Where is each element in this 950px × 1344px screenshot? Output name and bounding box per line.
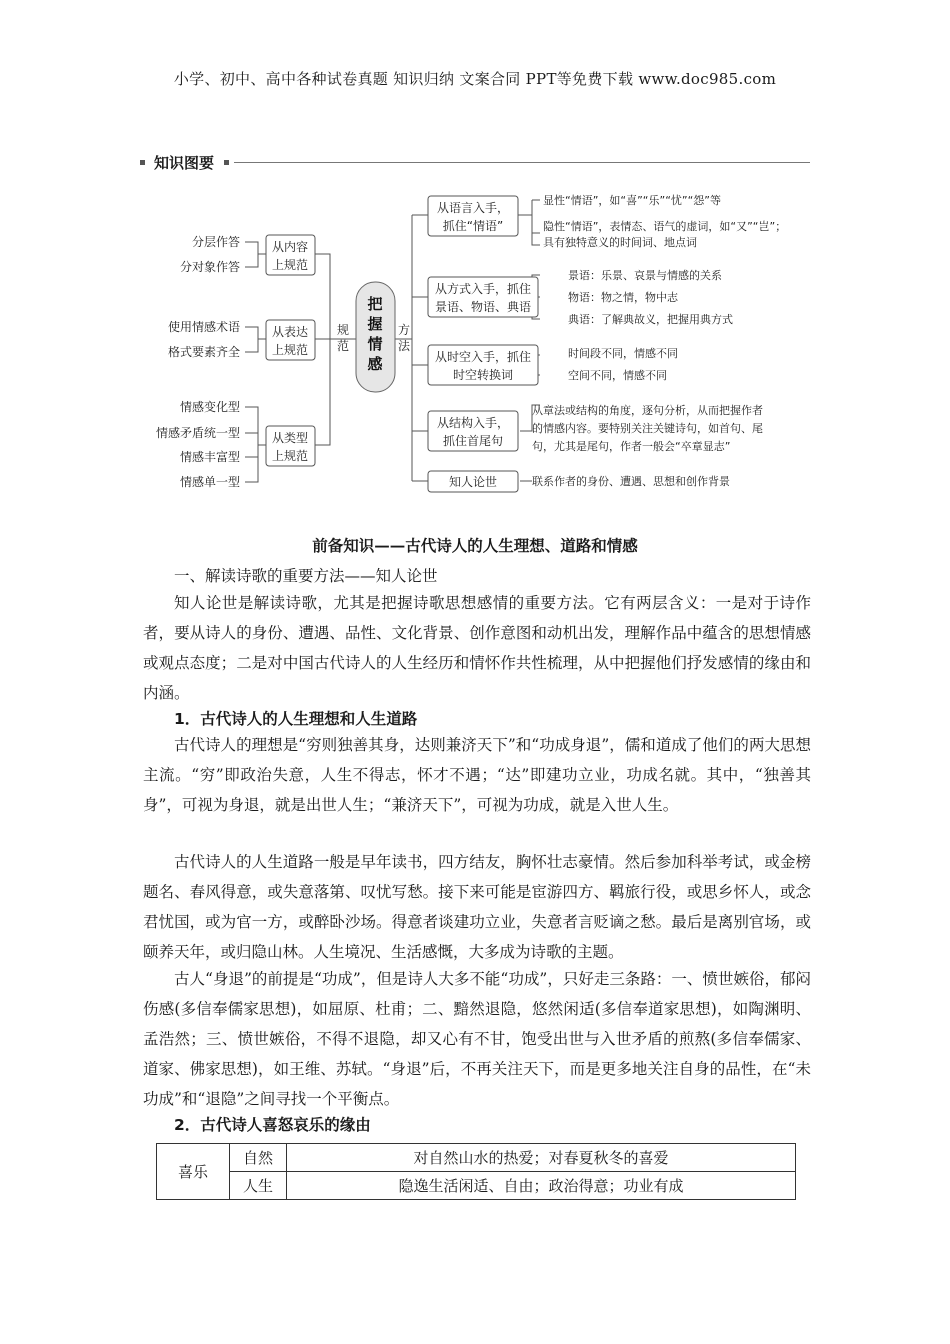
- paragraph-3: 古代诗人的人生道路一般是早年读书，四方结友，胸怀壮志豪情。然后参加科举考试，或金榜题名、春风得意，或失意落第、叹忧写愁。接下来可能是宦游四方、羁旅行役，或思乡怀人，或念君忧国，或为官一方，或醉卧沙场。得意者谈建功立业，失意者言贬谪之愁。最后是离别官场，或颐养天年，或归隐山林。人生境况、生活感慨，大多成为诗歌的主题。: [143, 853, 811, 961]
- mm-right-box-label: 从方式入手，抓住: [434, 282, 532, 296]
- section-title: 知识图要: [154, 154, 215, 172]
- mm-right-item: 联系作者的身份、遭遇、思想和创作背景: [532, 475, 730, 488]
- mm-left-box-label: 从内容: [271, 240, 309, 254]
- emotion-table: [156, 1143, 796, 1200]
- table-row: [157, 1144, 796, 1172]
- mm-right-item: 景语：乐景、哀景与情感的关系: [568, 269, 722, 282]
- paragraph-4: 古人“身退”的前提是“功成”，但是诗人大多不能“功成”，只好走三条路：一、愤世嫉俗，郁闷伤感(多信奉儒家思想)，如屈原、杜甫；二、黯然退隐，悠然闲适(多信奉道家思想)，如陶渊明、孟浩然；三、愤世嫉俗，不得不退隐，却又心有不甘，饱受出世与入世矛盾的煎熬(多信奉儒家、道家、佛家思想)，如王维、苏轼。“身退”后，不再关注天下，而是更多地关注自身的品性，在“未功成”和“退隐”之间寻找一个平衡点。: [143, 970, 811, 1108]
- mm-left-box-label: 从表达: [271, 325, 309, 339]
- table-category-cell: 喜乐: [157, 1144, 230, 1200]
- mm-right-box-label: 抓住首尾句: [442, 434, 504, 448]
- mm-left-item: 分对象作答: [179, 260, 240, 274]
- page-header: 小学、初中、高中各种试卷真题 知识归纳 文案合同 PPT等免费下载 www.doc985.com: [173, 70, 777, 88]
- mm-left-label: 规范: [336, 323, 350, 353]
- mm-left-item: 情感变化型: [179, 400, 240, 414]
- mm-right-item: 时间段不同，情感不同: [568, 347, 678, 360]
- mm-right-box-label: 从结构入手，: [436, 416, 510, 430]
- heading-1: 一、解读诗歌的重要方法——知人论世: [174, 567, 438, 585]
- mm-left-item: 情感丰富型: [179, 450, 240, 464]
- mm-right-label: 方法: [397, 323, 411, 353]
- mm-left-box-label: 上规范: [271, 258, 309, 272]
- mm-right-box-label: 知人论世: [448, 475, 498, 489]
- paragraph-2: 古代诗人的理想是“穷则独善其身，达则兼济天下”和“功成身退”，儒和道成了他们的两大思想主流。“穷”即政治失意，人生不得志，怀才不遇；“达”即建功立业，功成名就。其中，“独善其身”，可视为身退，就是出世人生；“兼济天下”，可视为功成，就是入世人生。: [143, 736, 811, 814]
- square-bullet-icon: [224, 160, 229, 165]
- mm-right-box-label: 景语、物语、典语: [434, 300, 532, 314]
- mm-right-item: 物语：物之情，物中志: [568, 291, 678, 304]
- mm-left-item: 分层作答: [191, 235, 240, 249]
- mm-right-item: 具有独特意义的时间词、地点词: [543, 236, 697, 249]
- mm-center-node: 把握情感: [367, 295, 383, 373]
- heading-2: 1．古代诗人的人生理想和人生道路: [174, 710, 418, 728]
- paragraph-1: 知人论世是解读诗歌，尤其是把握诗歌思想感情的重要方法。它有两层含义：一是对于诗作者，要从诗人的身份、遭遇、品性、文化背景、创作意图和动机出发，理解作品中蕴含的思想情感或观点态度；二是对中国古代诗人的人生经历和情怀作共性梳理，从中把握他们抒发感情的缘由和内涵。: [143, 594, 811, 702]
- table-label-cell: 自然: [230, 1144, 287, 1172]
- section-rule: [234, 162, 810, 163]
- mind-map: [140, 185, 820, 505]
- mm-left-item: 情感单一型: [179, 475, 240, 489]
- square-bullet-icon: [140, 160, 145, 165]
- mm-left-box-label: 上规范: [271, 343, 309, 357]
- mm-right-item: 典语：了解典故义，把握用典方式: [568, 313, 733, 326]
- heading-3: 2．古代诗人喜怒哀乐的缘由: [174, 1116, 371, 1134]
- mm-right-item: 从章法或结构的角度，逐句分析，从而把握作者: [532, 404, 763, 417]
- mm-left-box-label: 上规范: [271, 449, 309, 463]
- mm-right-item: 显性“情语”，如“喜”“乐”“忧”“怨”等: [543, 194, 721, 207]
- mm-right-box-label: 抓住“情语”: [442, 219, 504, 233]
- mm-right-item: 空间不同，情感不同: [568, 369, 667, 382]
- mm-left-box-label: 从类型: [271, 431, 309, 445]
- mm-right-box-label: 时空转换词: [452, 368, 514, 382]
- mm-right-box-label: 从语言入手，: [436, 201, 510, 215]
- mm-right-item: 隐性“情语”，表情态、语气的虚词，如“又”“岂”；: [543, 220, 787, 233]
- table-label-cell: 人生: [230, 1172, 287, 1200]
- mm-left-item: 格式要素齐全: [167, 345, 240, 359]
- table-value-cell: 对自然山水的热爱；对春夏秋冬的喜爱: [287, 1144, 796, 1172]
- table-value-cell: 隐逸生活闲适、自由；政治得意；功业有成: [287, 1172, 796, 1200]
- mm-right-box-label: 从时空入手，抓住: [434, 350, 532, 364]
- table-row: [157, 1172, 796, 1200]
- mm-right-item: 句，尤其是尾句，作者一般会“卒章显志”: [532, 440, 731, 453]
- section-heading: [138, 152, 810, 172]
- mm-left-item: 使用情感术语: [167, 320, 240, 334]
- mm-right-item: 的情感内容。要特别关注关键诗句，如首句、尾: [532, 422, 763, 435]
- doc-title: 前备知识——古代诗人的人生理想、道路和情感: [312, 536, 638, 555]
- mm-left-item: 情感矛盾统一型: [155, 426, 240, 440]
